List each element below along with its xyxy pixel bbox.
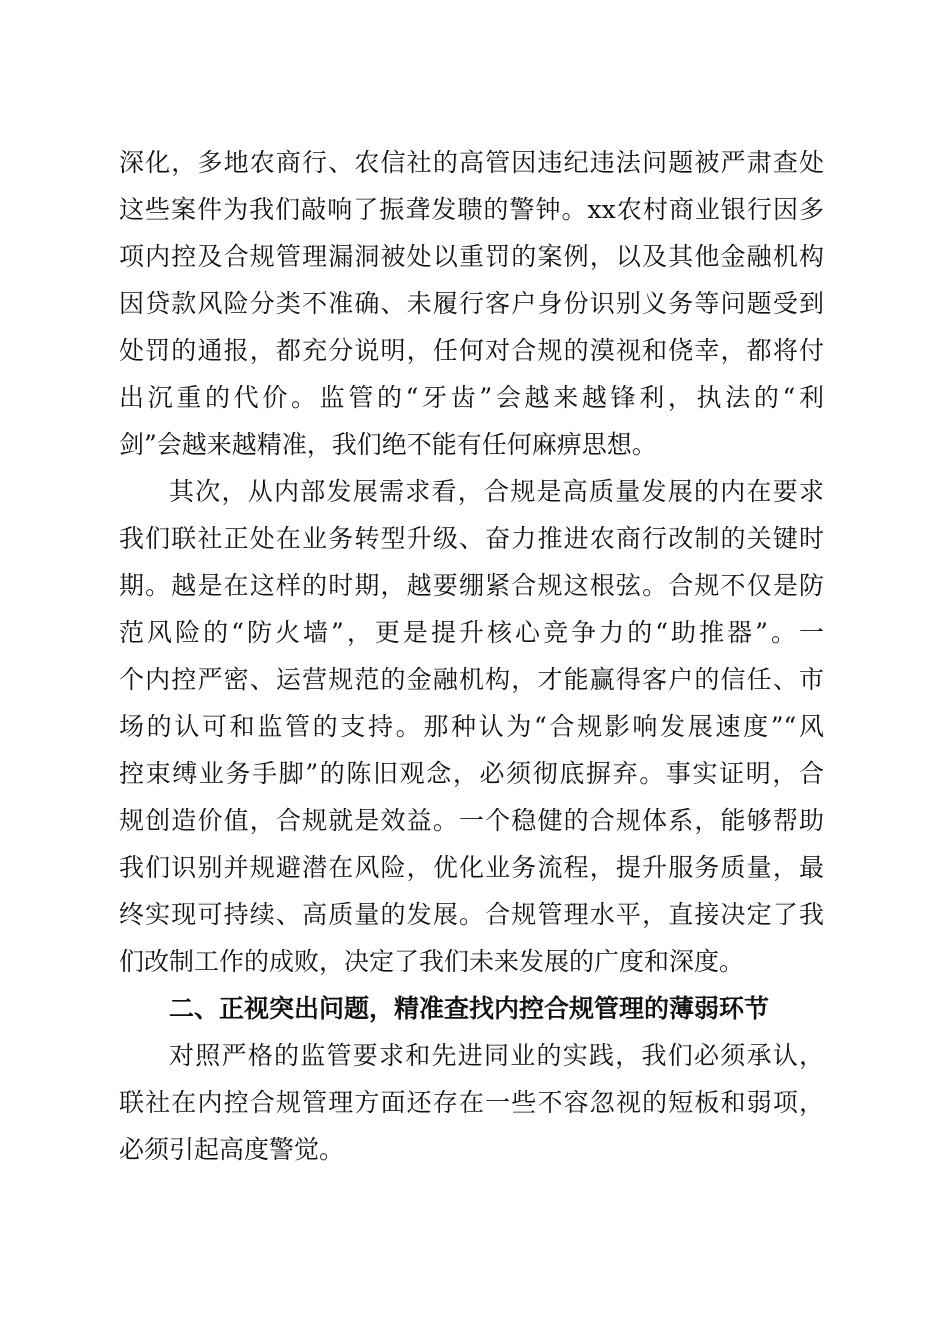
paragraph-line: 们改制工作的成败，决定了我们未来发展的广度和深度。 <box>119 947 745 976</box>
paragraph-line: 联社在内控合规管理方面还存在一些不容忽视的短板和弱项， <box>119 1088 824 1117</box>
paragraph-line: 对照严格的监管要求和先进同业的实践，我们必须承认， <box>169 1041 824 1070</box>
paragraph-line: 处罚的通报，都充分说明，任何对合规的漠视和侥幸，都将付 <box>119 336 824 365</box>
paragraph-line: 终实现可持续、高质量的发展。合规管理水平，直接决定了我 <box>119 900 824 929</box>
section-heading: 二、正视突出问题，精准查找内控合规管理的薄弱环节 <box>169 994 770 1023</box>
paragraph-line: 剑”会越来越精准，我们绝不能有任何麻痹思想。 <box>119 430 657 459</box>
paragraph-line: 必须引起高度警觉。 <box>119 1135 345 1164</box>
paragraph-line: 个内控严密、运营规范的金融机构，才能赢得客户的信任、市 <box>119 665 824 694</box>
paragraph-line: 深化，多地农商行、农信社的高管因违纪违法问题被严肃查处 <box>119 148 824 177</box>
paragraph-line: 我们识别并规避潜在风险，优化业务流程，提升服务质量，最 <box>119 853 824 882</box>
paragraph-line: 范风险的“防火墙”，更是提升核心竞争力的“助推器”。一 <box>119 618 824 647</box>
paragraph-line: 这些案件为我们敲响了振聋发聩的警钟。xx农村商业银行因多 <box>119 195 824 224</box>
paragraph-line: 其次，从内部发展需求看，合规是高质量发展的内在要求 <box>169 477 824 506</box>
paragraph-line: 我们联社正处在业务转型升级、奋力推进农商行改制的关键时 <box>119 524 824 553</box>
paragraph-line: 期。越是在这样的时期，越要绷紧合规这根弦。合规不仅是防 <box>119 571 824 600</box>
paragraph-line: 规创造价值，合规就是效益。一个稳健的合规体系，能够帮助 <box>119 806 824 835</box>
paragraph-line: 控束缚业务手脚”的陈旧观念，必须彻底摒弃。事实证明，合 <box>119 759 824 788</box>
paragraph-line: 场的认可和监管的支持。那种认为“合规影响发展速度”“风 <box>119 712 824 741</box>
paragraph-line: 出沉重的代价。监管的“牙齿”会越来越锋利，执法的“利 <box>119 383 824 412</box>
paragraph-line: 因贷款风险分类不准确、未履行客户身份识别义务等问题受到 <box>119 289 824 318</box>
paragraph-line: 项内控及合规管理漏洞被处以重罚的案例，以及其他金融机构 <box>119 242 824 271</box>
